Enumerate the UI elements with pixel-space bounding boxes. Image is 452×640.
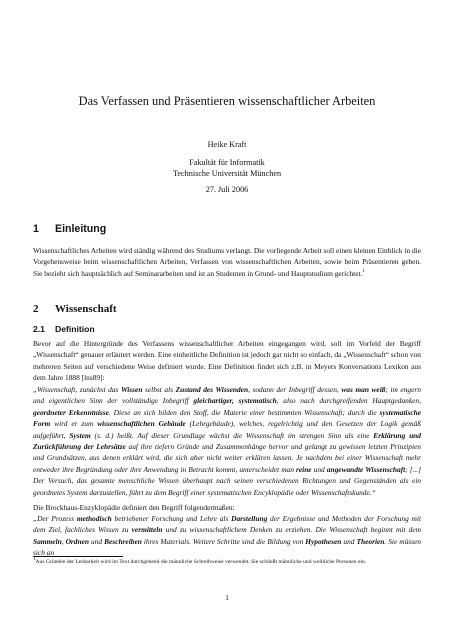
intro-text: Wissenschaftliches Arbeiten wird ständig während des Studiums verlangt. Die vorliegende Arbeit soll einen kleinen Einblick in die Vorgehensweise beim wissenschaftlichen Arbeiten, Verfassen von wissenschaftlichen Arbeiten, sowie beim Präsentieren geben. Sie bezieht sich hauptsächlich auf Seminararbeiten und ist an Studenten in Grund- und Hauptstudium gerichtet. — [33, 246, 421, 278]
footnote-mark: 1 — [33, 557, 36, 562]
emphasized-term: Darstellung — [231, 514, 268, 523]
quote-text: , also nach durchgreifenden Hauptgedanken, — [276, 396, 421, 406]
footnote — [33, 558, 421, 566]
section-heading-einleitung — [33, 223, 106, 235]
footnote-text: Aus Gründen der Lesbarkeit wird im Text durchgehend die männliche Schreibweise verwendet. Sie schließt männliche und weibliche Personen ein. — [35, 559, 367, 565]
affiliation-line: Fakultät für Informatik — [189, 158, 265, 167]
quote-text: ihres Materials. Weitere Schritte sind die Bildung von — [141, 536, 306, 546]
brockhaus-quote — [33, 513, 421, 559]
quote-text: (s. d.) heißt. Auf dieser Grundlage wächst die Wissenschaft im strengen Sinn als eine — [90, 430, 374, 440]
emphasized-term: geordneter Erkenntnisse — [33, 407, 109, 417]
brockhaus-intro: Die Brockhaus-Enzyklopädie definiert den Begriff folgendermaßen: — [33, 503, 235, 512]
affiliation — [33, 157, 421, 179]
subsection-heading-definition — [33, 324, 95, 334]
quote-text: „Der Prozess — [33, 514, 77, 523]
emphasized-term: Hypothesen — [305, 536, 342, 546]
paper-date: 27. Juli 2006 — [205, 185, 249, 194]
quote-text: , — [61, 536, 66, 546]
section-number: 1 — [33, 223, 39, 235]
quote-text: . Diese an sich bilden den Stoff, die Materie einer bestimmten Wissenschaft; durch die — [108, 407, 380, 417]
emphasized-term: System — [69, 430, 91, 440]
emphasized-term: vermitteln — [131, 525, 163, 535]
quote-text: . Sie müssen sich an — [33, 536, 421, 558]
section-number: 2 — [33, 303, 39, 315]
footnote-rule — [33, 556, 123, 557]
quote-text: ; im engern und eigentlichen Sinn der vollständige Inbegriff — [33, 385, 421, 406]
emphasized-term: methodisch — [76, 514, 112, 523]
quote-text: ; [...] Der Versuch, das gesamte menschliche Wissen überhaupt nach seinen verschiedenen Richtungen und Gegenständen als ein geordnetes System darzustellen, führt zu dem Begriff einer systematischen Encyklopädie oder Wissenschaftskunde.“ — [33, 464, 422, 497]
quote-text: und zu wissenschaftlichem Denken zu erziehen. Die Wissenschaft beginnt mit dem — [162, 525, 421, 535]
affiliation-line: Technische Universität München — [172, 169, 282, 178]
emphasized-term: angewandte Wissenschaft — [326, 464, 406, 474]
emphasized-term: Sammeln — [33, 536, 62, 546]
quote-text: selbst als — [142, 385, 176, 394]
quote-text: und — [311, 464, 327, 474]
subsection-title: Definition — [55, 324, 95, 334]
definition-paragraph: Bevor auf die Hintergründe des Verfassens wissenschaftlicher Arbeiten eingegangen wird, soll im Vorfeld der Begriff „Wissenschaft“ genauer erläutert werden. Eine einheitliche Definition ist jedoch gar nicht so einfach, da „Wissenschaft“ schon von mehreren Seiten auf verschiedene Weise definiert wurde. Eine Definition findet sich z.B. in Meyers Konversations Lexikon aus dem Jahre 1888 [lns89]: — [33, 339, 421, 383]
emphasized-term: gleichartiger, systematisch — [193, 396, 277, 406]
quote-text: auf ihre tiefern Gründe und Zusammenhänge hervor und gelangt zu gewissen letzten Prinzipien und Grundsätzen, aus denen erklärt wird, die sich aber nicht weiter erklären lassen. Je nachdem bei einer Wissenschaft mehr entweder ihre Begründung oder ihre Anwendung in Betracht kommt, unterscheidet man — [33, 442, 421, 474]
emphasized-term: wissenschaftlichen Gebäude — [97, 419, 186, 429]
intro-paragraph — [33, 245, 421, 279]
quote-text: (Lehrgebäude), welches, regelrichtig und den Gesetzen der Logik gemäß aufgeführt, — [33, 419, 421, 440]
quote-text: „Wissenschaft, zunächst das — [33, 385, 121, 394]
emphasized-term: Beschreiben — [104, 536, 142, 546]
quote-text: betriebener Forschung und Lehre als — [111, 514, 232, 523]
section-title: Wissenschaft — [55, 303, 117, 315]
footnote-reference: 1 — [362, 268, 365, 274]
quote-text: und — [89, 536, 105, 546]
emphasized-term: Theorien — [356, 536, 385, 546]
emphasized-term: was man weiß — [341, 385, 386, 394]
section-title: Einleitung — [55, 223, 107, 235]
quote-text: , sodann der Inbegriff dessen, — [248, 385, 342, 394]
author-name: Heike Kraft — [207, 140, 247, 149]
emphasized-term: Wissen — [120, 385, 143, 394]
meyers-quote — [33, 384, 421, 498]
emphasized-term: Ordnen — [65, 536, 90, 546]
quote-text: und — [341, 536, 357, 546]
emphasized-term: reine — [295, 464, 312, 474]
emphasized-term: Erklärung und Zurückführung der Lehrsätze — [33, 430, 421, 452]
quote-text: der Ergebnisse und Methoden der Forschung mit dem Ziel, fachliches Wissen zu — [33, 514, 422, 535]
section-heading-wissenschaft — [33, 303, 117, 315]
paper-title: Das Verfassen und Präsentieren wissenschaftlicher Arbeiten — [78, 94, 376, 108]
emphasized-term: systematische Form — [33, 407, 421, 429]
emphasized-term: Zustand des Wissenden — [175, 385, 249, 394]
subsection-number: 2.1 — [33, 324, 45, 334]
page-number: 1 — [225, 593, 229, 602]
quote-text: wird er zum — [50, 419, 98, 429]
